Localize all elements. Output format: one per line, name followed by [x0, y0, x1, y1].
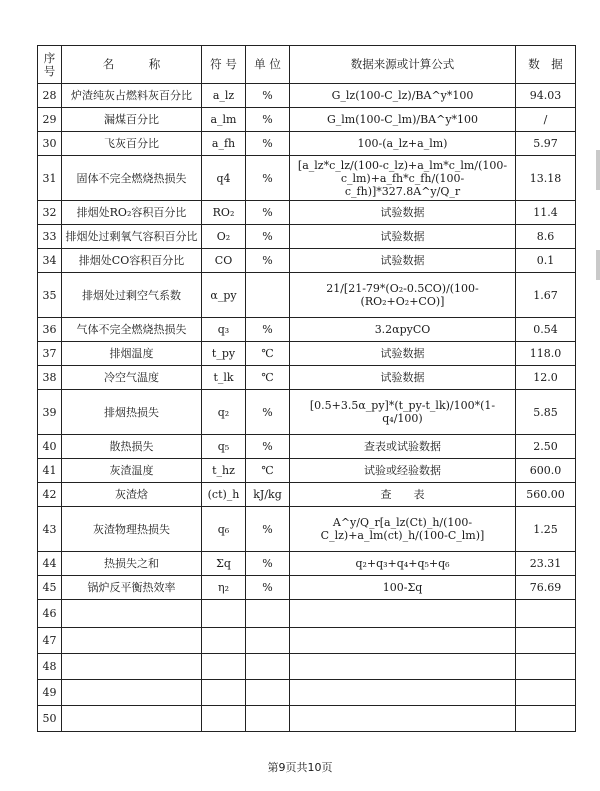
item-name: 排烟处过剩氧气容积百分比 [62, 225, 202, 249]
row-number: 28 [38, 84, 62, 108]
row-number: 36 [38, 318, 62, 342]
item-name [62, 706, 202, 732]
item-formula: 试验数据 [290, 201, 516, 225]
scan-edge-mark [596, 150, 600, 190]
item-symbol: q₂ [202, 390, 246, 435]
item-value: 560.00 [516, 483, 576, 507]
table-row [38, 680, 576, 706]
table-row [38, 156, 576, 201]
item-name [62, 680, 202, 706]
table-row [38, 552, 576, 576]
item-symbol: q4 [202, 156, 246, 201]
row-number: 42 [38, 483, 62, 507]
row-number: 41 [38, 459, 62, 483]
item-formula: 100-Σq [290, 576, 516, 600]
header-unit: 单 位 [246, 46, 290, 84]
item-unit: ℃ [246, 459, 290, 483]
item-symbol: a_fh [202, 132, 246, 156]
header-symbol: 符 号 [202, 46, 246, 84]
item-symbol: t_py [202, 342, 246, 366]
item-formula: 3.2αpyCO [290, 318, 516, 342]
table-row [38, 108, 576, 132]
item-name: 热损失之和 [62, 552, 202, 576]
item-formula [290, 654, 516, 680]
item-unit [246, 680, 290, 706]
item-value: 118.0 [516, 342, 576, 366]
row-number: 50 [38, 706, 62, 732]
item-unit: % [246, 108, 290, 132]
row-number: 43 [38, 507, 62, 552]
table-row [38, 507, 576, 552]
item-value: 8.6 [516, 225, 576, 249]
item-formula: 查 表 [290, 483, 516, 507]
item-symbol: t_hz [202, 459, 246, 483]
item-unit: ℃ [246, 342, 290, 366]
table-row [38, 249, 576, 273]
item-symbol [202, 628, 246, 654]
item-formula: 21/[21-79*(O₂-0.5CO)/(100-(RO₂+O₂+CO)] [290, 273, 516, 318]
item-name: 排烟处CO容积百分比 [62, 249, 202, 273]
table-header-row [38, 46, 576, 84]
item-formula: 试验数据 [290, 366, 516, 390]
table-row [38, 342, 576, 366]
table-row [38, 201, 576, 225]
item-formula: 试验或经验数据 [290, 459, 516, 483]
calculation-table [37, 45, 576, 732]
table-row [38, 483, 576, 507]
item-formula: 试验数据 [290, 342, 516, 366]
item-formula [290, 706, 516, 732]
table-row [38, 435, 576, 459]
item-symbol: α_py [202, 273, 246, 318]
item-value: 12.0 [516, 366, 576, 390]
item-unit: % [246, 552, 290, 576]
item-name [62, 628, 202, 654]
item-name: 排烟处过剩空气系数 [62, 273, 202, 318]
header-name: 名 称 [62, 46, 202, 84]
row-number: 48 [38, 654, 62, 680]
item-name: 灰渣温度 [62, 459, 202, 483]
item-name: 排烟热损失 [62, 390, 202, 435]
table-row [38, 600, 576, 628]
item-unit: % [246, 390, 290, 435]
table-row [38, 273, 576, 318]
item-value: 23.31 [516, 552, 576, 576]
row-number: 45 [38, 576, 62, 600]
row-number: 44 [38, 552, 62, 576]
item-name: 锅炉反平衡热效率 [62, 576, 202, 600]
item-formula: 试验数据 [290, 249, 516, 273]
item-name: 灰渣物理热损失 [62, 507, 202, 552]
item-unit: % [246, 132, 290, 156]
item-name: 冷空气温度 [62, 366, 202, 390]
item-symbol: a_lm [202, 108, 246, 132]
item-value [516, 654, 576, 680]
item-name [62, 600, 202, 628]
item-value: 5.85 [516, 390, 576, 435]
item-unit: kJ/kg [246, 483, 290, 507]
header-seq: 序号 [38, 46, 62, 84]
item-unit [246, 706, 290, 732]
item-formula: [a_lz*c_lz/(100-c_lz)+a_lm*c_lm/(100-c_lm)+a_fh*c_fh/(100-c_fh)]*327.8A^y/Q_r [290, 156, 516, 201]
item-name: 飞灰百分比 [62, 132, 202, 156]
item-formula: G_lm(100-C_lm)/BA^y*100 [290, 108, 516, 132]
table-row [38, 576, 576, 600]
item-name: 排烟温度 [62, 342, 202, 366]
item-symbol [202, 600, 246, 628]
item-unit: % [246, 156, 290, 201]
item-formula: q₂+q₃+q₄+q₅+q₆ [290, 552, 516, 576]
table-row [38, 390, 576, 435]
item-value [516, 600, 576, 628]
item-symbol [202, 706, 246, 732]
item-name: 气体不完全燃烧热损失 [62, 318, 202, 342]
item-name [62, 654, 202, 680]
item-symbol: q₆ [202, 507, 246, 552]
item-value: 5.97 [516, 132, 576, 156]
row-number: 32 [38, 201, 62, 225]
item-value: 94.03 [516, 84, 576, 108]
item-symbol: a_lz [202, 84, 246, 108]
item-name: 散热损失 [62, 435, 202, 459]
table-row [38, 628, 576, 654]
row-number: 33 [38, 225, 62, 249]
item-unit [246, 600, 290, 628]
item-value: 600.0 [516, 459, 576, 483]
item-symbol: q₃ [202, 318, 246, 342]
row-number: 46 [38, 600, 62, 628]
item-value: 0.54 [516, 318, 576, 342]
row-number: 37 [38, 342, 62, 366]
item-value [516, 628, 576, 654]
item-formula: 100-(a_lz+a_lm) [290, 132, 516, 156]
row-number: 40 [38, 435, 62, 459]
item-unit: % [246, 249, 290, 273]
item-value: 1.25 [516, 507, 576, 552]
item-name: 炉渣纯灰占燃料灰百分比 [62, 84, 202, 108]
item-name: 排烟处RO₂容积百分比 [62, 201, 202, 225]
table-row [38, 132, 576, 156]
item-value: 11.4 [516, 201, 576, 225]
table-row [38, 706, 576, 732]
table-row [38, 318, 576, 342]
item-unit: % [246, 435, 290, 459]
item-symbol: CO [202, 249, 246, 273]
item-symbol [202, 680, 246, 706]
table-row [38, 366, 576, 390]
table-row [38, 654, 576, 680]
item-value: 2.50 [516, 435, 576, 459]
item-symbol: q₅ [202, 435, 246, 459]
row-number: 34 [38, 249, 62, 273]
row-number: 30 [38, 132, 62, 156]
item-unit: % [246, 507, 290, 552]
item-symbol: η₂ [202, 576, 246, 600]
item-value: 0.1 [516, 249, 576, 273]
item-unit [246, 654, 290, 680]
item-unit [246, 273, 290, 318]
row-number: 49 [38, 680, 62, 706]
item-unit: ℃ [246, 366, 290, 390]
item-formula: 试验数据 [290, 225, 516, 249]
item-formula [290, 628, 516, 654]
item-symbol: RO₂ [202, 201, 246, 225]
item-unit: % [246, 201, 290, 225]
item-name: 固体不完全燃烧热损失 [62, 156, 202, 201]
item-formula [290, 600, 516, 628]
item-symbol [202, 654, 246, 680]
item-formula [290, 680, 516, 706]
item-name: 灰渣焓 [62, 483, 202, 507]
item-formula: [0.5+3.5α_py]*(t_py-t_lk)/100*(1-q₄/100) [290, 390, 516, 435]
row-number: 47 [38, 628, 62, 654]
item-formula: 查表或试验数据 [290, 435, 516, 459]
item-symbol: O₂ [202, 225, 246, 249]
item-symbol: t_lk [202, 366, 246, 390]
item-value [516, 706, 576, 732]
item-unit: % [246, 318, 290, 342]
row-number: 29 [38, 108, 62, 132]
header-source: 数据来源或计算公式 [290, 46, 516, 84]
row-number: 39 [38, 390, 62, 435]
item-unit: % [246, 84, 290, 108]
item-symbol: Σq [202, 552, 246, 576]
page-footer: 第9页共10页 [267, 761, 333, 774]
item-unit: % [246, 576, 290, 600]
item-value: / [516, 108, 576, 132]
item-value: 76.69 [516, 576, 576, 600]
item-value [516, 680, 576, 706]
row-number: 35 [38, 273, 62, 318]
item-value: 13.18 [516, 156, 576, 201]
item-formula: G_lz(100-C_lz)/BA^y*100 [290, 84, 516, 108]
table-row [38, 84, 576, 108]
item-symbol: (ct)_h [202, 483, 246, 507]
item-value: 1.67 [516, 273, 576, 318]
item-name: 漏煤百分比 [62, 108, 202, 132]
table-row [38, 459, 576, 483]
row-number: 31 [38, 156, 62, 201]
item-unit [246, 628, 290, 654]
item-unit: % [246, 225, 290, 249]
row-number: 38 [38, 366, 62, 390]
table-row [38, 225, 576, 249]
item-formula: A^y/Q_r[a_lz(Ct)_h/(100-C_lz)+a_lm(ct)_h/(100-C_lm)] [290, 507, 516, 552]
header-data: 数 据 [516, 46, 576, 84]
scan-edge-mark [596, 250, 600, 280]
